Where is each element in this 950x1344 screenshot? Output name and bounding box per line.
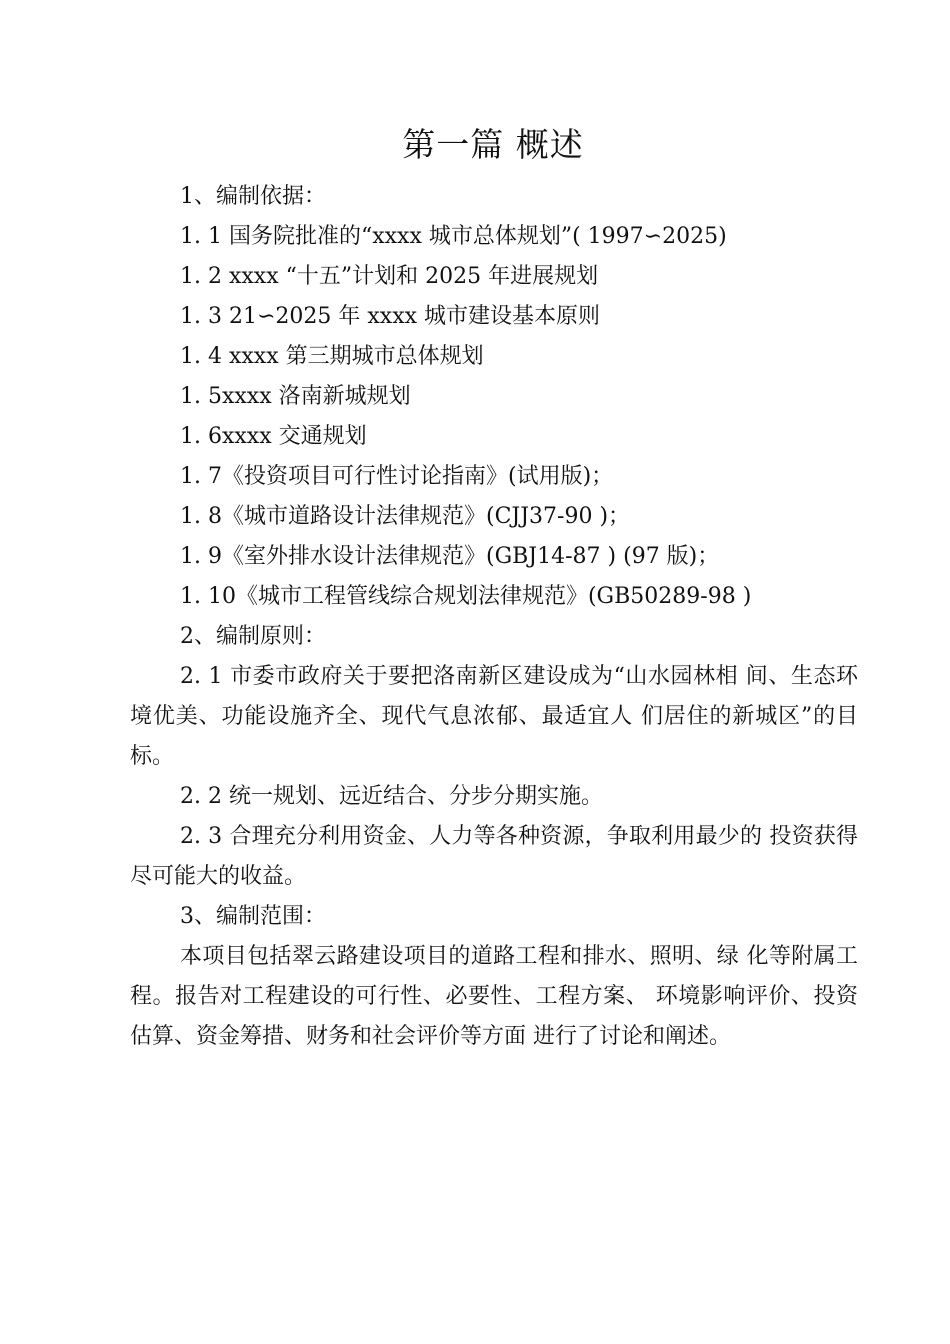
- basis-item-1-10: 1. 10《城市工程管线综合规划法律规范》(GB50289-98 ): [180, 584, 752, 609]
- principle-item-2-1: 2. 1 市委市政府关于要把洛南新区建设成为“山水园林相 间、生态环境优美、功能设施齐全、现代气息浓郁、最适宜人 们居住的新城区”的目标。: [130, 664, 858, 769]
- section-heading-basis: 1、编制依据：: [180, 184, 326, 209]
- scope-paragraph: 本项目包括翠云路建设项目的道路工程和排水、照明、绿 化等附属工程。报告对工程建设的可行性、必要性、工程方案、 环境影响评价、投资估算、资金筹措、财务和社会评价等方面 进行了讨论和阐述。: [130, 944, 858, 1049]
- basis-item-1-3: 1. 3 21∽2025 年 xxxx 城市建设基本原则: [180, 304, 600, 329]
- basis-item-1-4: 1. 4 xxxx 第三期城市总体规划: [180, 344, 484, 369]
- basis-item-1-8: 1. 8《城市道路设计法律规范》(CJJ37-90 )；: [180, 504, 631, 529]
- principle-item-2-2: 2. 2 统一规划、远近结合、分步分期实施。: [180, 784, 603, 809]
- basis-item-1-1: 1. 1 国务院批准的“xxxx 城市总体规划”( 1997∽2025): [180, 224, 727, 249]
- document-body: [130, 177, 858, 1057]
- basis-item-1-6: 1. 6xxxx 交通规划: [180, 424, 367, 449]
- page-title: 第一篇 概述: [402, 125, 584, 164]
- basis-item-1-2: 1. 2 xxxx “十五”计划和 2025 年进展规划: [180, 264, 599, 289]
- section-heading-scope: 3、编制范围：: [180, 904, 326, 929]
- principle-item-2-3: 2. 3 合理充分利用资金、人力等各种资源，争取利用最少的 投资获得尽可能大的收益。: [130, 824, 858, 889]
- basis-item-1-9: 1. 9《室外排水设计法律规范》(GBJ14-87 ) (97 版)；: [180, 544, 720, 569]
- basis-item-1-5: 1. 5xxxx 洛南新城规划: [180, 384, 411, 409]
- basis-item-1-7: 1. 7《投资项目可行性讨论指南》(试用版)；: [180, 464, 614, 489]
- section-heading-principles: 2、编制原则：: [180, 624, 326, 649]
